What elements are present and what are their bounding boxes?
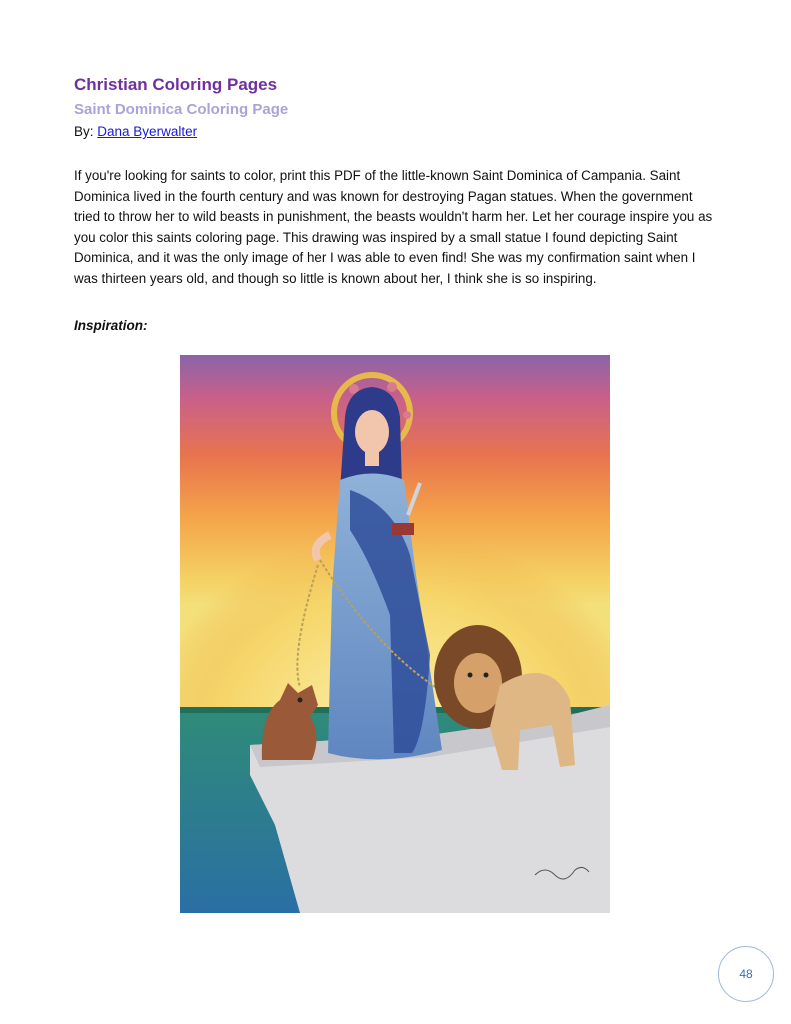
author-link[interactable]: Dana Byerwalter (97, 124, 198, 139)
description-paragraph: If you're looking for saints to color, print this PDF of the little-known Saint Dominica of Campania. Saint Dominica lived in the fourth century and was known for destroying Pagan statues. When the government tried to throw her to wild beasts in punishment, the beasts wouldn't harm her. Let her courage inspire you as you color this saints coloring page. This drawing was inspired by a small statue I found depicting Saint Dominica, and it was the only image of her I was able to even find! She was my confirmation saint when I was thirteen years old, and though so little is known about her, I think she is so inspiring. (74, 168, 713, 286)
page-title: Christian Coloring Pages (74, 75, 278, 94)
by-label: By: (74, 124, 94, 139)
byline (74, 124, 197, 139)
saint-dominica-drawing (180, 355, 610, 913)
inspiration-label: Inspiration: (74, 318, 148, 333)
page-number-badge: 48 (718, 946, 774, 1002)
page-subtitle: Saint Dominica Coloring Page (74, 101, 289, 118)
